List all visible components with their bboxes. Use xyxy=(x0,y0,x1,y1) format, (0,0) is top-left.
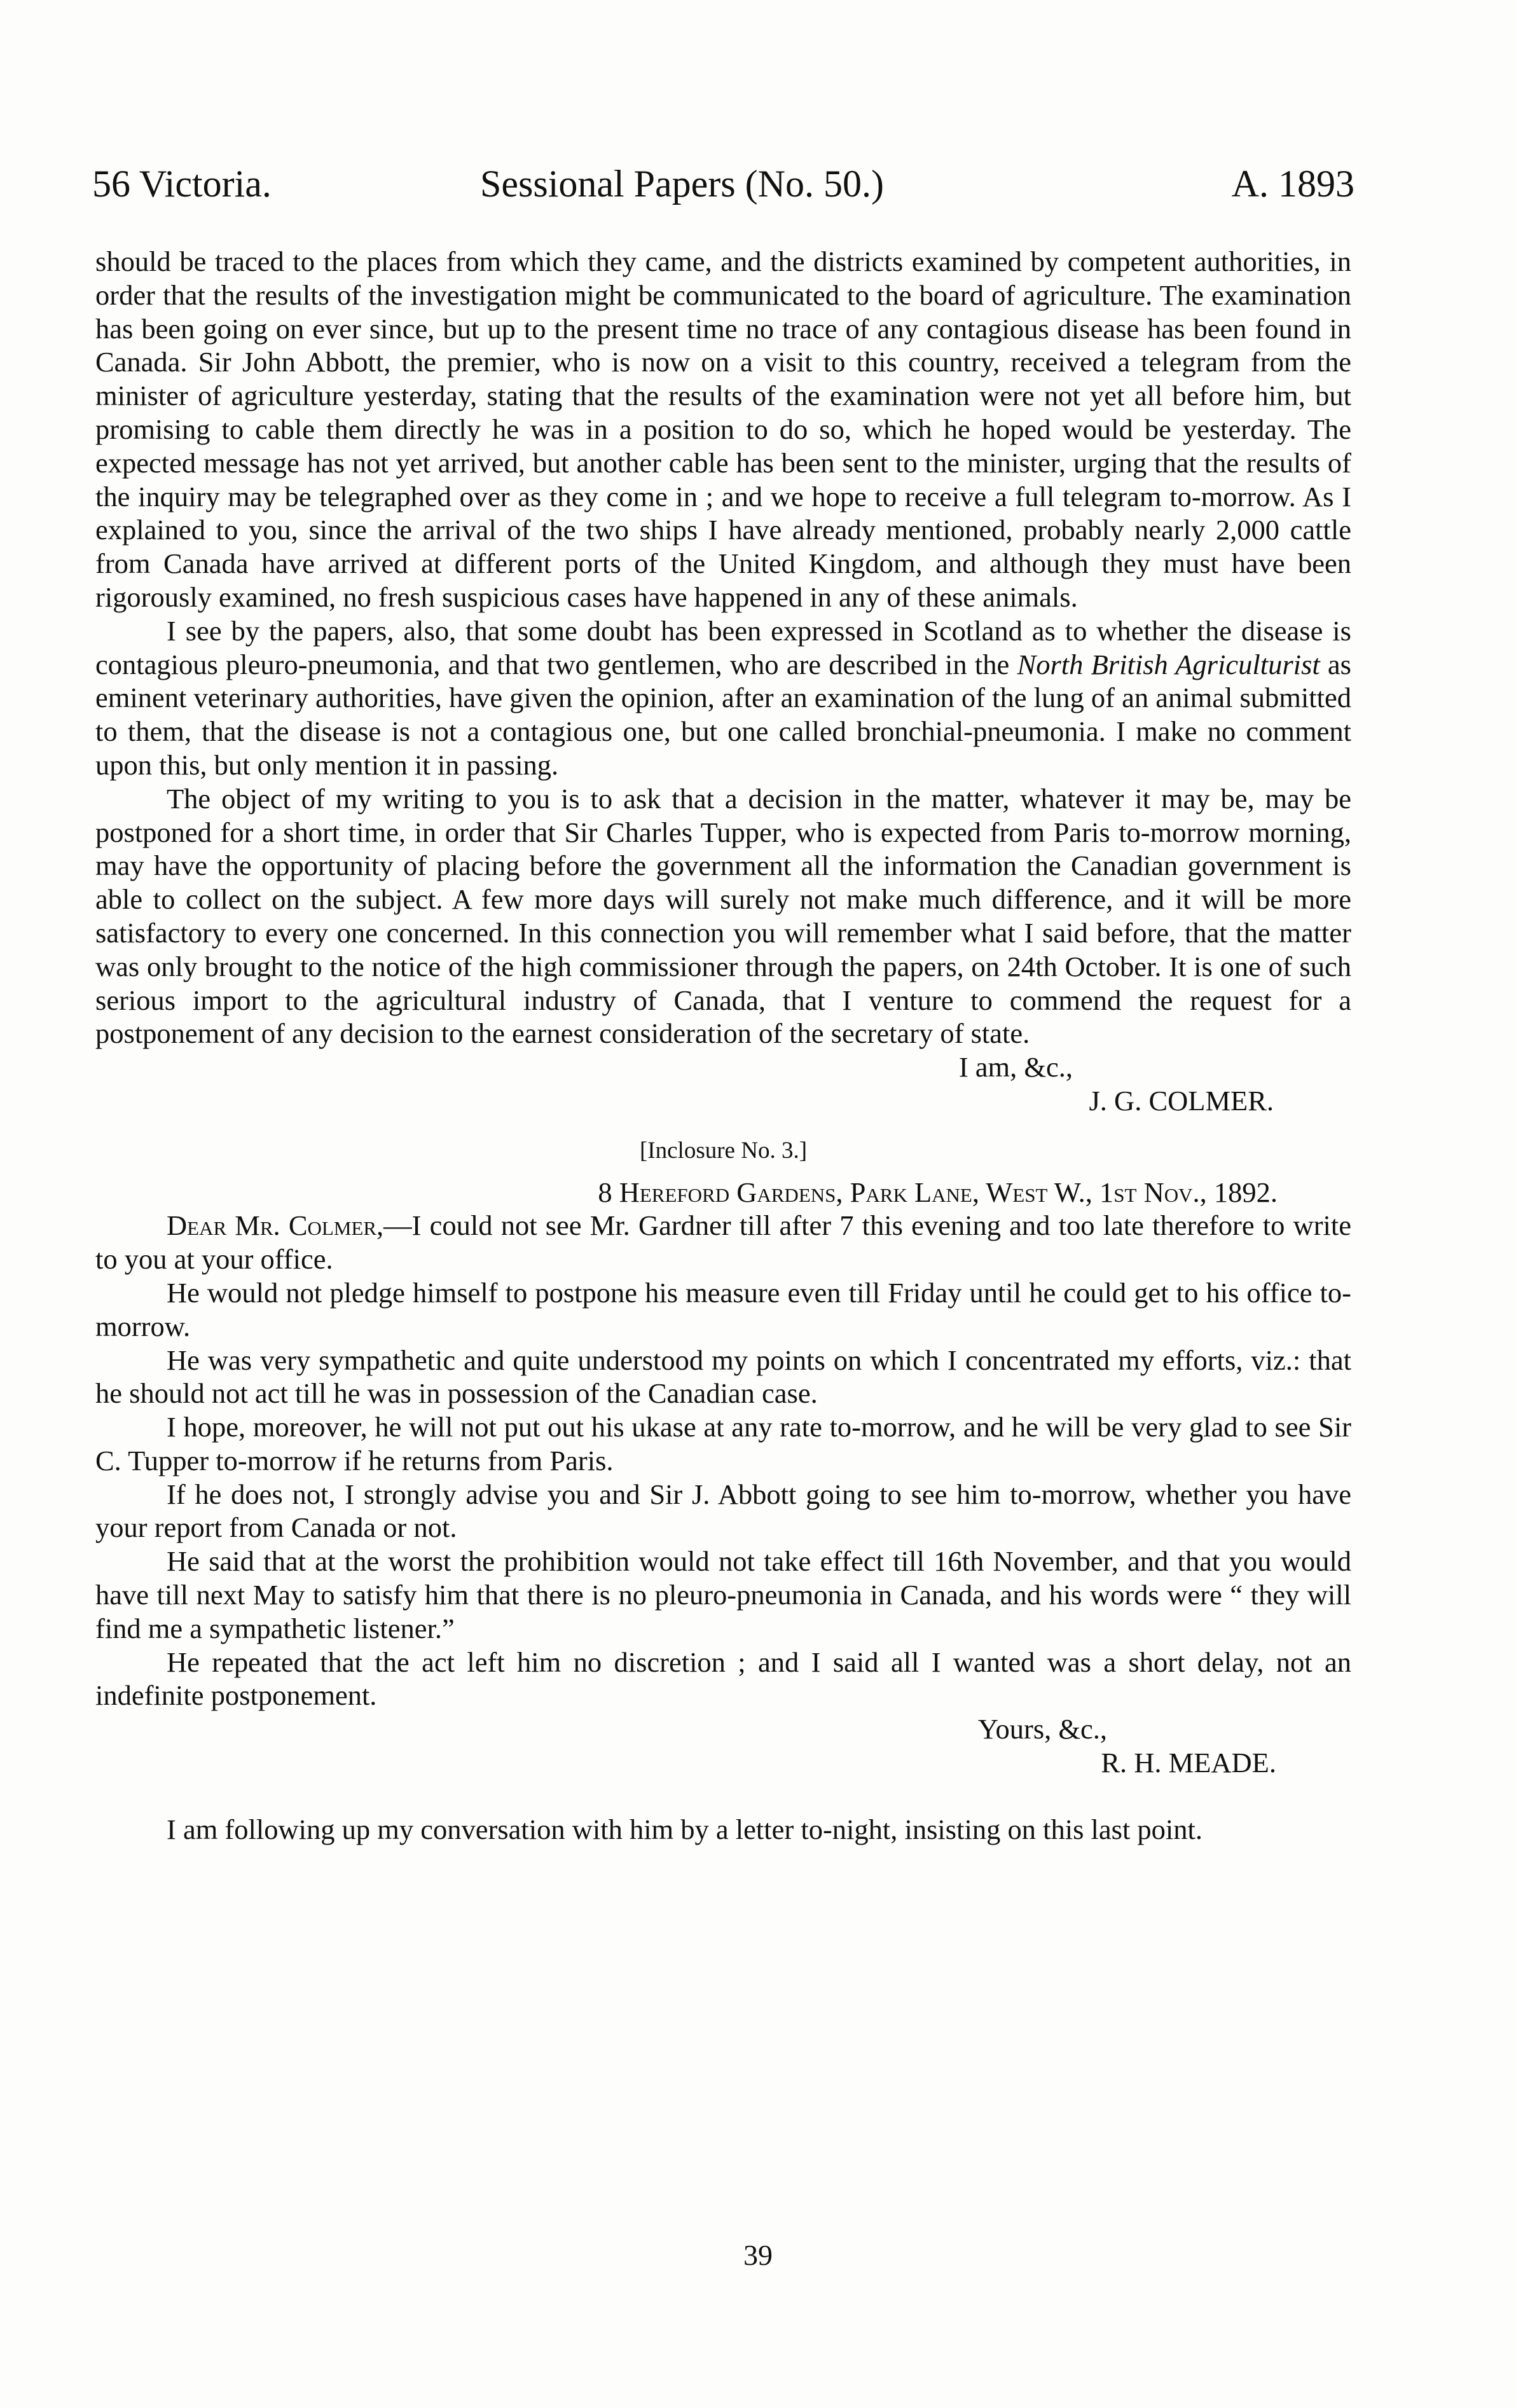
letter2-paragraph-6: He said that at the worst the prohibition would not take effect till 16th November, and that you would have till next May to satisfy him that there is no pleuro-pneumonia in Canada, and his words were “ they will find me a sympathetic listener.” xyxy=(95,1545,1351,1644)
letter1-paragraph-2-text-b: as eminent veterinary authorities, have given the opinion, after an examination of the lung of an animal submitted to them, that the disease is not a contagious one, but one called bronchial-pneumonia. I make no comment upon this, but only mention it in passing. xyxy=(95,648,1352,781)
letter2-salutation: Dear Mr. Colmer, xyxy=(167,1209,384,1242)
header-session: 56 Victoria. xyxy=(92,163,272,205)
spacer xyxy=(95,1780,1351,1813)
letter2-paragraph-7: He repeated that the act left him no discretion ; and I said all I wanted was a short delay, not an indefinite postponement. xyxy=(95,1646,1351,1712)
header-title: Sessional Papers (No. 50.) xyxy=(480,163,884,205)
running-header xyxy=(92,162,1354,219)
letter1-paragraph-1: should be traced to the places from which they came, and the districts examined by competent authorities, in order that the results of the investigation might be communicated to the board of agriculture. The examination has been going on ever since, but up to the present time no trace of any contagious disease has been found in Canada. Sir John Abbott, the premier, who is now on a visit to this country, received a telegram from the minister of agriculture yesterday, stating that the results of the examination were not yet all before him, but promising to cable them directly he was in a position to do so, which he hoped would be yesterday. The expected message has not yet arrived, but another cable has been sent to the minister, urging that the results of the inquiry may be telegraphed over as they come in ; and we hope to receive a full telegram to-morrow. As I explained to you, since the arrival of the two ships I have already mentioned, probably nearly 2,000 cattle from Canada have arrived at different ports of the United Kingdom, and although they must have been rigorously examined, no fresh suspicious cases have happened in any of these animals. xyxy=(95,245,1351,613)
letter2-paragraph-1-text: —I could not see Mr. Gardner till after 7 this evening and too late therefore to write to you at your office. xyxy=(95,1209,1351,1276)
letter1-closing: I am, &c., xyxy=(958,1051,1073,1084)
letter1-paragraph-2-text-a: I see by the papers, also, that some doubt has been expressed in Scotland as to whether the disease is contagious pleuro-pneumonia, and that two gentlemen, who are described in the xyxy=(95,614,1351,680)
letter2-signature: R. H. MEADE. xyxy=(1101,1747,1276,1779)
header-year: A. 1893 xyxy=(1231,163,1354,205)
inclosure-heading: [Inclosure No. 3.] xyxy=(639,1137,808,1164)
letter1-paragraph-2 xyxy=(95,614,1351,782)
letter2-paragraph-5: If he does not, I strongly advise you and Sir J. Abbott going to see him to-morrow, whether you have your report from Canada or not. xyxy=(95,1478,1351,1544)
page-number: 39 xyxy=(743,2239,773,2271)
letter2-address: 8 Hereford Gardens, Park Lane, West W., 1st Nov., 1892. xyxy=(598,1176,1278,1208)
letter2-paragraph-1 xyxy=(95,1209,1351,1276)
newspaper-title: North British Agriculturist xyxy=(1017,648,1320,680)
letter1-signature: J. G. COLMER. xyxy=(1089,1084,1274,1117)
letter2-paragraph-4: I hope, moreover, he will not put out his ukase at any rate to-morrow, and he will be very glad to see Sir C. Tupper to-morrow if he returns from Paris. xyxy=(95,1411,1351,1476)
letter2-paragraph-2: He would not pledge himself to postpone his measure even till Friday until he could get to his office to-morrow. xyxy=(95,1276,1351,1342)
letter2-closing: Yours, &c., xyxy=(977,1713,1107,1745)
body-text xyxy=(95,245,1351,1847)
letter1-paragraph-3: The object of my writing to you is to ask that a decision in the matter, whatever it may be, may be postponed for a short time, in order that Sir Charles Tupper, who is expected from Paris to-morrow morning, may have the opportunity of placing before the government all the information the Canadian government is able to collect on the subject. A few more days will surely not make much difference, and it will be more satisfactory to every one concerned. In this connection you will remember what I said before, that the matter was only brought to the notice of the high commissioner through the papers, on 24th October. It is one of such serious import to the agricultural industry of Canada, that I venture to commend the request for a postponement of any decision to the earnest consideration of the secretary of state. xyxy=(95,782,1351,1050)
letter2-postscript: I am following up my conversation with him by a letter to-night, insisting on this last point. xyxy=(167,1813,1203,1845)
letter2-paragraph-3: He was very sympathetic and quite understood my points on which I concentrated my efforts, viz.: that he should not act till he was in possession of the Canadian case. xyxy=(95,1344,1351,1410)
